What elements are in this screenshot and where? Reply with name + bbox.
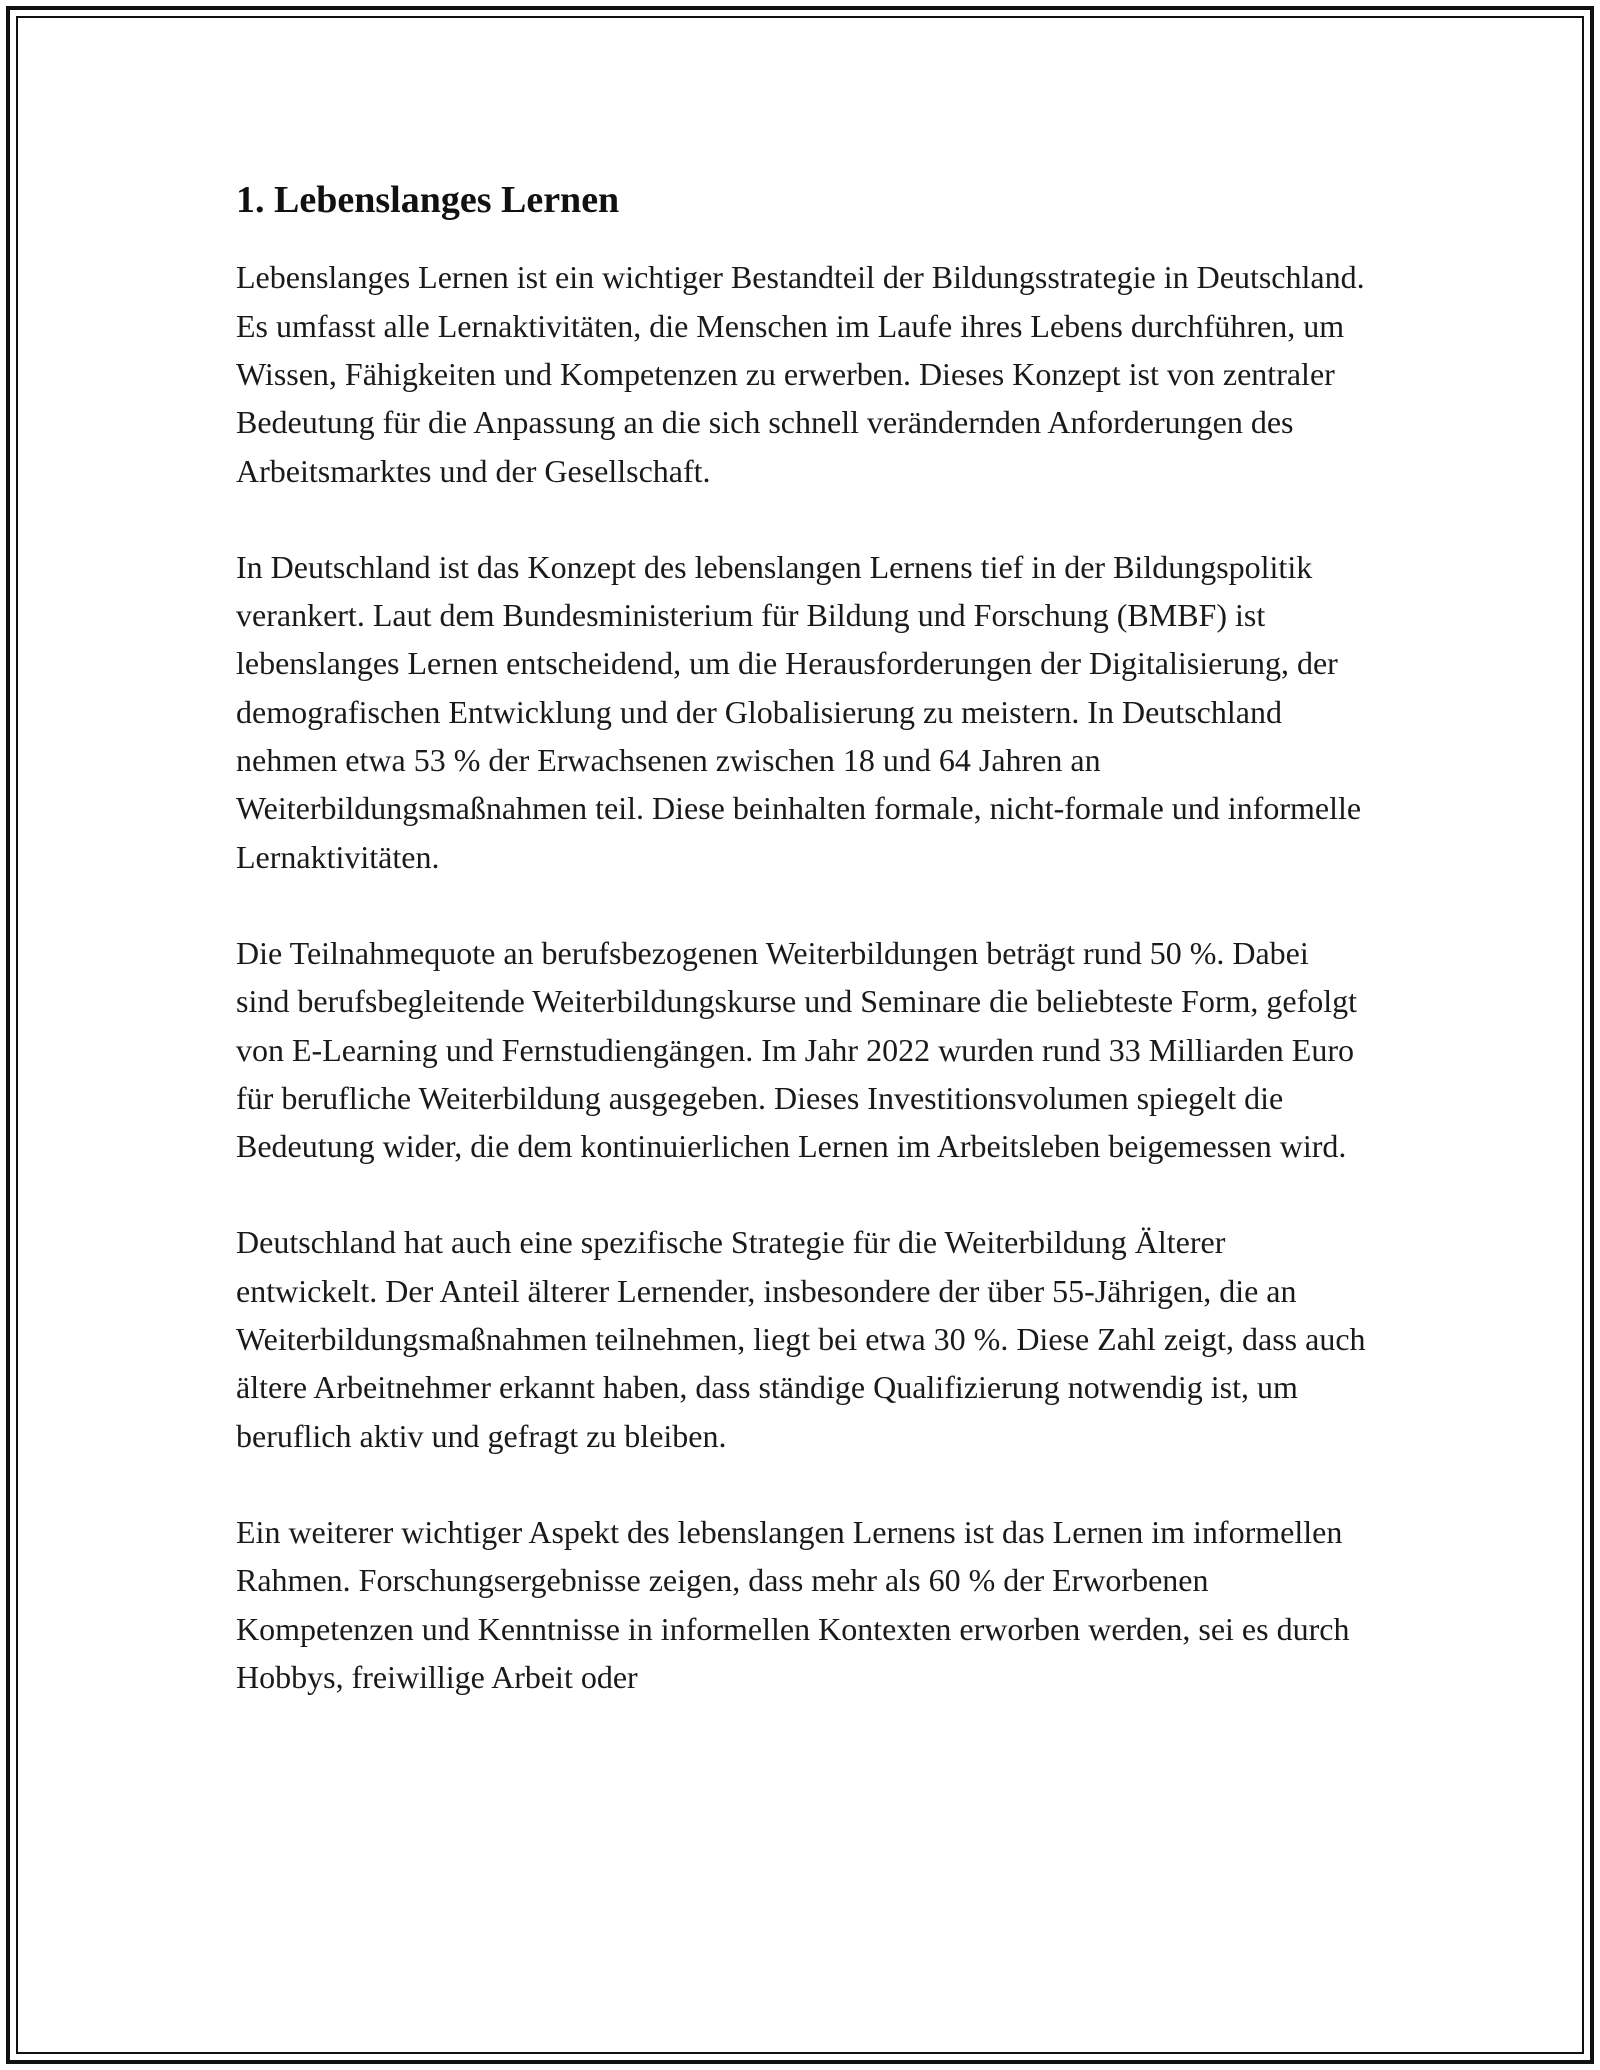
paragraph-participation-rate: Die Teilnahmequote an berufsbezogenen Weiterbildungen beträgt rund 50 %. Dabei sind berufsbegleitende Weiterbildungskurse und Seminare die beliebteste Form, gefolgt von E-Learning und Fernstudiengängen. Im Jahr 2022 wurden rund 33 Milliarden Euro für berufliche Weiterbildung ausgegeben. Dieses Investitionsvolumen spiegelt die Bedeutung wider, die dem kontinuierlichen Lernen im Arbeitsleben beigemessen wird.: [236, 934, 1357, 1165]
paragraph-education-policy: In Deutschland ist das Konzept des lebenslangen Lernens tief in der Bildungspolitik verankert. Laut dem Bundesministerium für Bildung und Forschung (BMBF) ist lebenslanges Lernen entscheidend, um die Herausforderungen der Digitalisierung, der demografischen Entwicklung und der Globalisierung zu meistern. In Deutschland nehmen etwa 53 % der Erwachsenen zwischen 18 und 64 Jahren an Weiterbildungsmaßnahmen teil. Diese beinhalten formale, nicht-formale und informelle Lernaktivitäten.: [236, 548, 1362, 875]
paragraph-older-learners: Deutschland hat auch eine spezifische Strategie für die Weiterbildung Älterer entwickelt. Der Anteil älterer Lernender, insbesondere der über 55-Jährigen, die an Weiterbildungsmaßnahmen teilnehmen, liegt bei etwa 30 %. Diese Zahl zeigt, dass auch ältere Arbeitnehmer erkannt haben, dass ständige Qualifizierung notwendig ist, um beruflich aktiv und gefragt zu bleiben.: [236, 1224, 1366, 1454]
document-body: [236, 176, 1366, 1749]
paragraph-intro: Lebenslanges Lernen ist ein wichtiger Bestandteil der Bildungsstrategie in Deutschland. Es umfasst alle Lernaktivitäten, die Menschen im Laufe ihres Lebens durchführen, um Wissen, Fähigkeiten und Kompetenzen zu erwerben. Dieses Konzept ist von zentraler Bedeutung für die Anpassung an die sich schnell verändernden Anforderungen des Arbeitsmarktes und der Gesellschaft.: [236, 259, 1365, 489]
paragraph-informal-learning: Ein weiterer wichtiger Aspekt des lebenslangen Lernens ist das Lernen im informellen Rahmen. Forschungsergebnisse zeigen, dass mehr als 60 % der Erworbenen Kompetenzen und Kenntnisse in informellen Kontexten erworben werden, sei es durch Hobbys, freiwillige Arbeit oder: [236, 1513, 1350, 1695]
section-heading: 1. Lebenslanges Lernen: [236, 179, 620, 221]
